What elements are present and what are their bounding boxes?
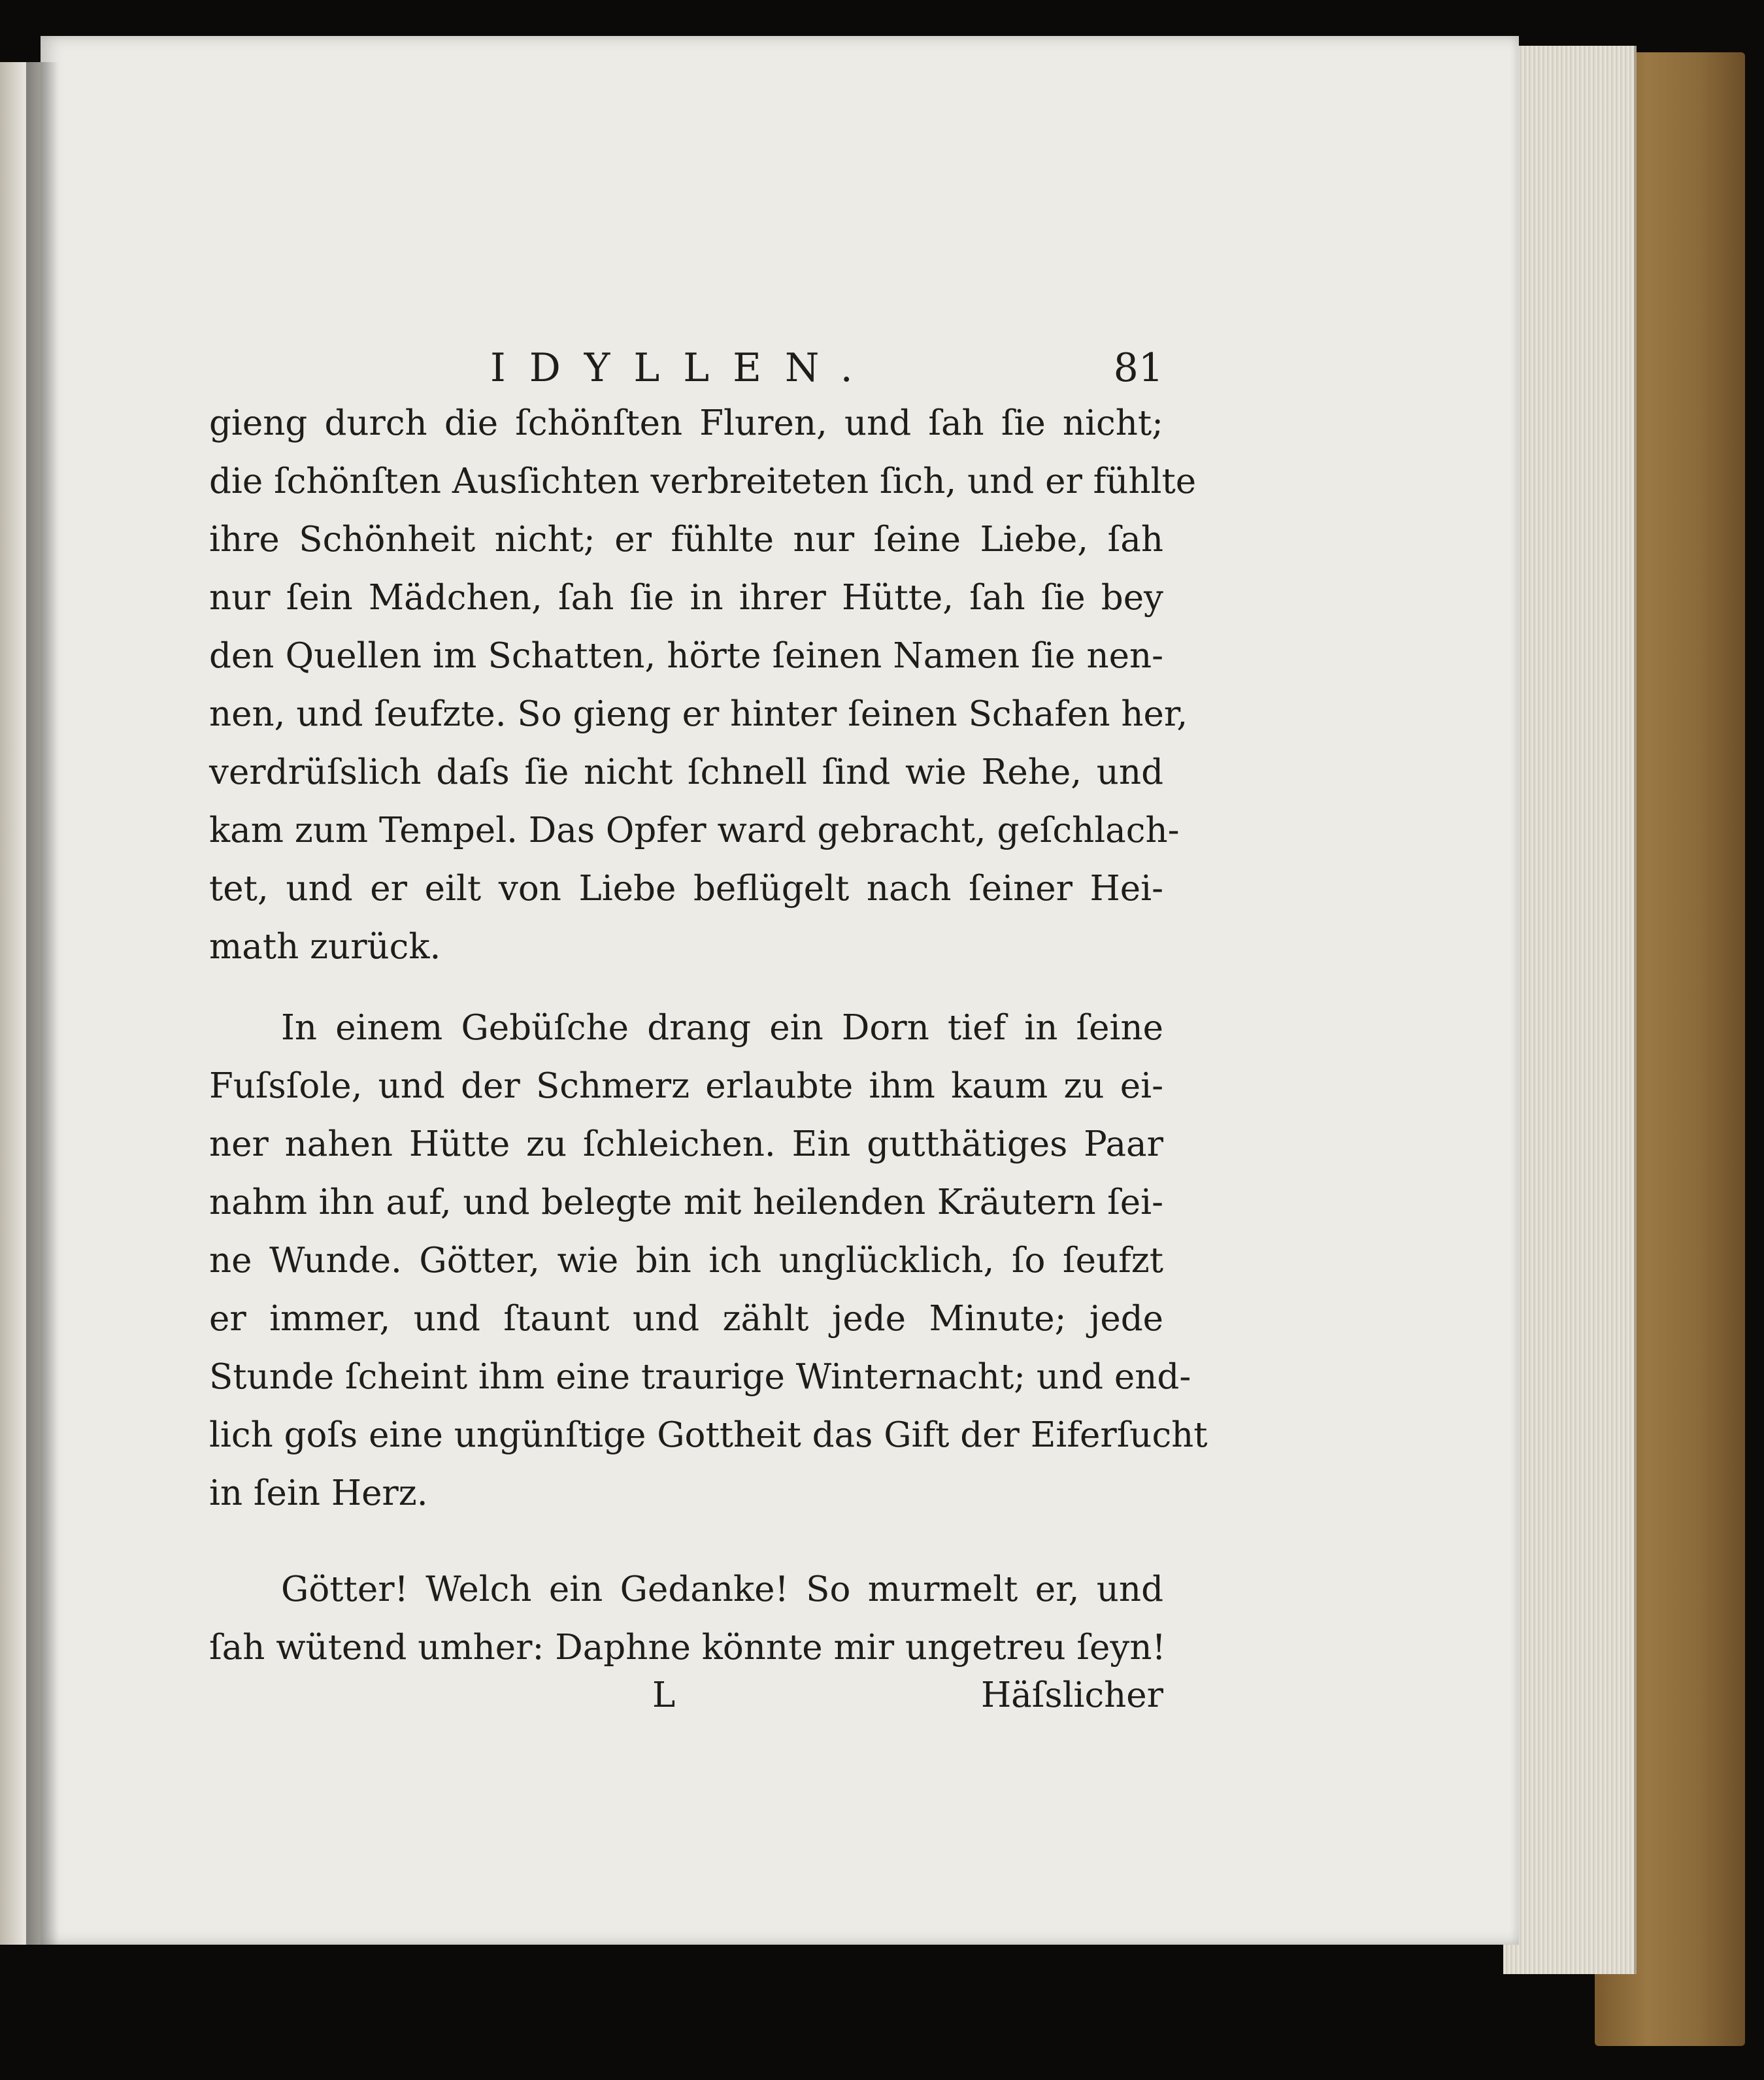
text-line: ihre Schönheit nicht; er fühlte nur ſeine Liebe, ſah <box>209 520 1163 560</box>
page-gutter-shadow <box>26 62 59 1945</box>
signature-mark: L <box>652 1675 676 1715</box>
text-line: nur ſein Mädchen, ſah ſie in ihrer Hütte, ſah ſie bey <box>209 578 1163 618</box>
text-line: in ſein Herz. <box>209 1473 428 1513</box>
page-number: 81 <box>1113 345 1163 391</box>
text-line: ner nahen Hütte zu ſchleichen. Ein gutthätiges Paar <box>209 1124 1163 1164</box>
text-line: lich goſs eine ungünſtige Gottheit das Gift der Eiferſucht <box>209 1415 1208 1455</box>
text-line: Stunde ſcheint ihm eine traurige Winternacht; und end- <box>209 1357 1191 1397</box>
paragraph-2 <box>209 999 1208 1522</box>
text-line: er immer, und ſtaunt und zählt jede Minute; jede <box>209 1299 1163 1339</box>
text-line: tet, und er eilt von Liebe beflügelt nach ſeiner Hei- <box>209 869 1163 909</box>
text-line: die ſchönſten Ausſichten verbreiteten ſich, und er fühlte <box>209 461 1197 501</box>
page-block-edges <box>1503 46 1637 1974</box>
paragraph-1 <box>209 394 1197 976</box>
text-line: verdrüſslich daſs ſie nicht ſchnell ſind wie Rehe, und <box>209 752 1163 792</box>
page-footer <box>209 1675 1163 1728</box>
running-title: IDYLLEN. <box>490 345 876 391</box>
paragraph-3 <box>209 1560 1166 1677</box>
text-line: ne Wunde. Götter, wie bin ich unglücklich, ſo ſeufzt <box>209 1241 1163 1281</box>
text-line: kam zum Tempel. Das Opfer ward gebracht, geſchlach- <box>209 811 1180 850</box>
text-line: Götter! Welch ein Gedanke! So murmelt er, und <box>281 1569 1163 1609</box>
catchword: Häſslicher <box>980 1675 1163 1715</box>
text-line: In einem Gebüſche drang ein Dorn tief in ſeine <box>281 1008 1163 1048</box>
text-line: nen, und ſeufzte. So gieng er hinter ſeinen Schafen her, <box>209 694 1188 734</box>
text-line: ſah wütend umher: Daphne könnte mir ungetreu ſeyn! <box>209 1628 1166 1668</box>
text-line: den Quellen im Schatten, hörte ſeinen Namen ſie nen- <box>209 636 1163 676</box>
text-line: math zurück. <box>209 927 441 967</box>
text-line: nahm ihn auf, und belegte mit heilenden Kräutern ſei- <box>209 1183 1163 1222</box>
text-line: Fuſsſole, und der Schmerz erlaubte ihm kaum zu ei- <box>209 1066 1163 1106</box>
text-line: gieng durch die ſchönſten Fluren, und ſah ſie nicht; <box>209 403 1163 443</box>
